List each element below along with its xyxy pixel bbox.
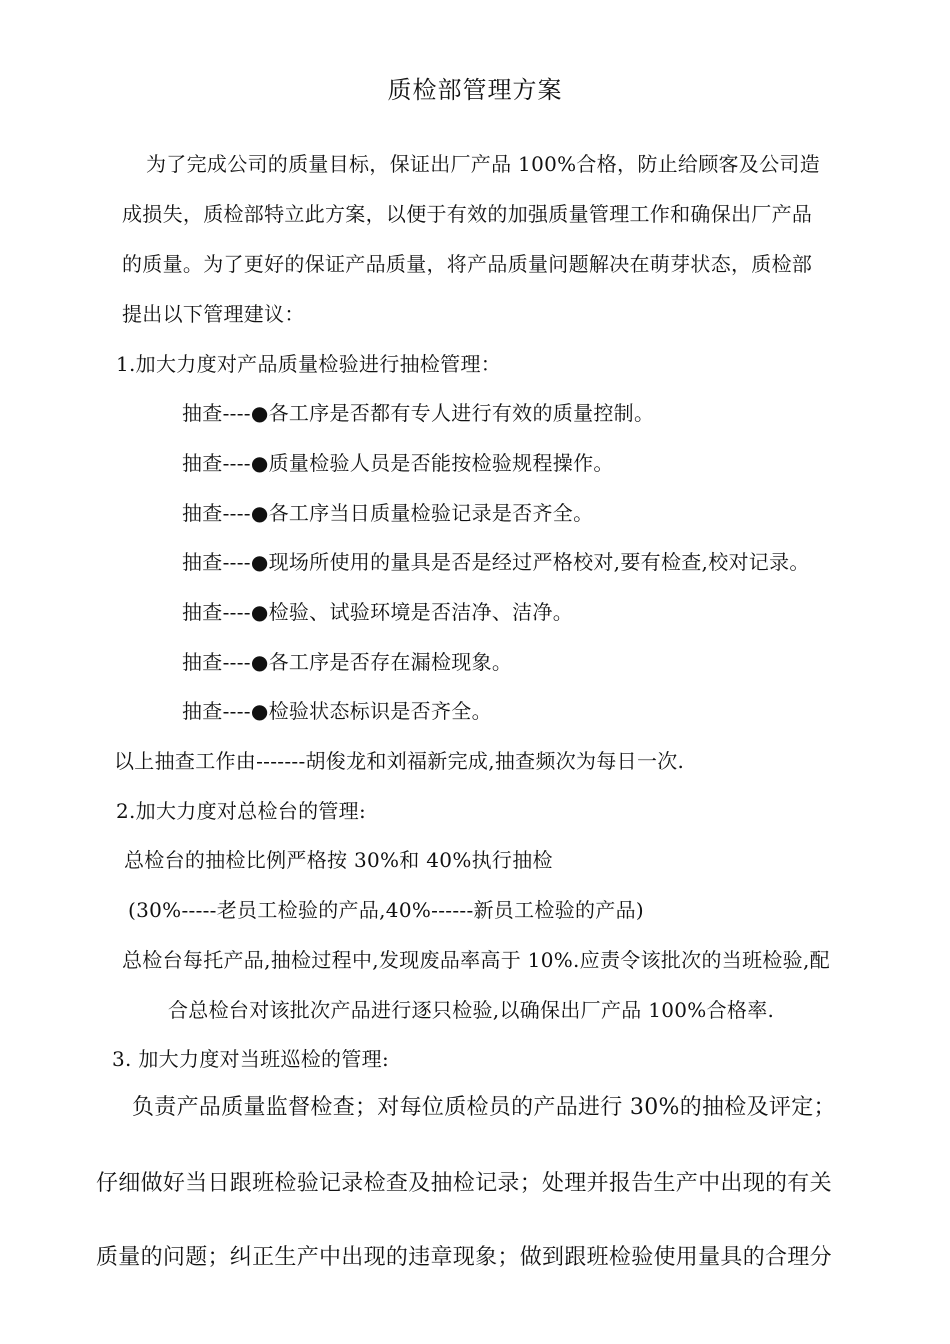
section1-item: 抽查----●现场所使用的量具是否是经过严格校对,要有检查,校对记录。 [182,550,810,574]
section2-ratio: 总检台的抽检比例严格按 30%和 40%执行抽检 [124,848,553,872]
document-title: 质检部管理方案 [387,76,563,104]
section1-item: 抽查----●各工序是否存在漏检现象。 [182,650,513,674]
section3-line-2: 仔细做好当日跟班检验记录检查及抽检记录；处理并报告生产中出现的有关 [96,1171,832,1196]
section1-item: 抽查----●各工序是否都有专人进行有效的质量控制。 [182,401,655,425]
section1-item: 抽查----●检验、试验环境是否洁净、洁净。 [182,600,574,624]
section3-line-3: 质量的问题；纠正生产中出现的违章现象；做到跟班检验使用量具的合理分 [96,1245,832,1270]
section2-rule-line-2: 合总检台对该批次产品进行逐只检验,以确保出厂产品 100%合格率. [168,998,775,1022]
intro-line-3: 的质量。为了更好的保证产品质量，将产品质量问题解决在萌芽状态，质检部 [122,252,813,276]
section2-rule-line-1: 总检台每托产品,抽检过程中,发现废品率高于 10%.应责令该批次的当班检验,配 [122,948,830,972]
section1-item: 抽查----●质量检验人员是否能按检验规程操作。 [182,451,614,475]
section1-item: 抽查----●各工序当日质量检验记录是否齐全。 [182,501,594,525]
intro-line-2: 成损失，质检部特立此方案，以便于有效的加强质量管理工作和确保出厂产品 [122,202,813,226]
section1-heading: 1.加大力度对产品质量检验进行抽检管理： [116,352,502,376]
section2-ratio-detail: (30%-----老员工检验的产品,40%------新员工检验的产品) [128,898,645,922]
section2-heading: 2.加大力度对总检台的管理: [116,799,367,823]
section1-note: 以上抽查工作由-------胡俊龙和刘福新完成,抽查频次为每日一次. [114,749,685,773]
intro-line-1: 为了完成公司的质量目标，保证出厂产品 100%合格，防止给顾客及公司造 [146,152,821,176]
intro-line-4: 提出以下管理建议： [122,302,305,326]
section3-heading: 3. 加大力度对当班巡检的管理: [112,1047,389,1071]
section1-item: 抽查----●检验状态标识是否齐全。 [182,699,492,723]
section3-line-1: 负责产品质量监督检查；对每位质检员的产品进行 30%的抽检及评定； [132,1095,836,1120]
